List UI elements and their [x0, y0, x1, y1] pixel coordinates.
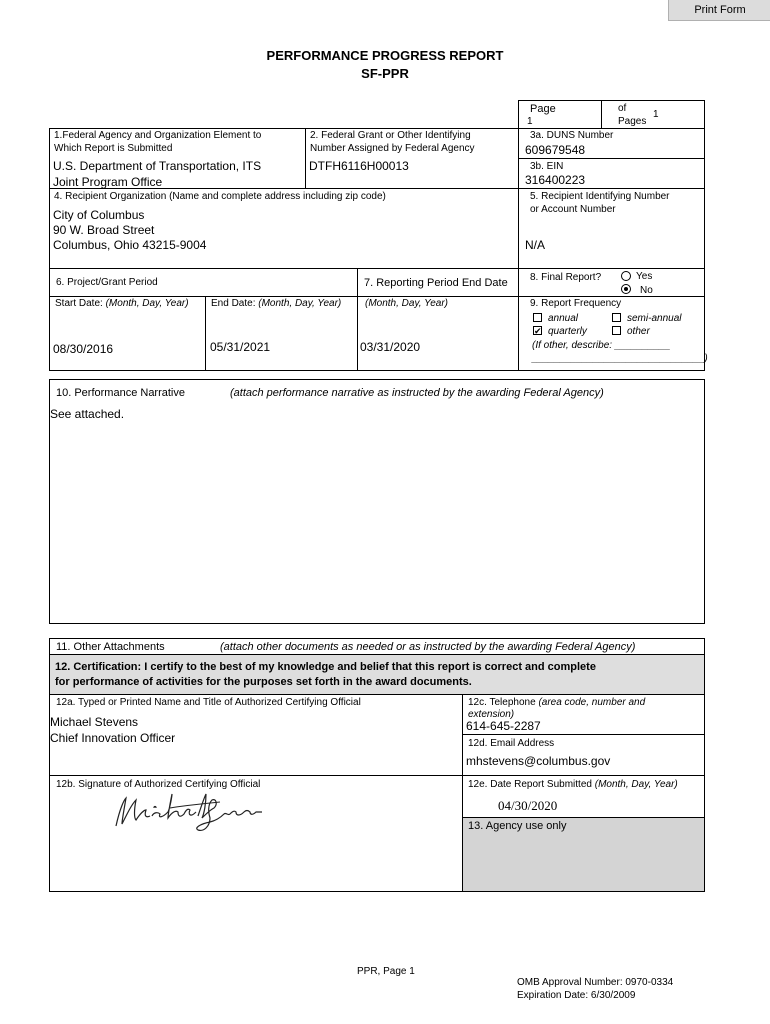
field13-label: 13. Agency use only [468, 820, 567, 832]
field2-label-2: Number Assigned by Federal Agency [310, 143, 475, 154]
email-value[interactable]: mhstevens@columbus.gov [466, 754, 611, 768]
other-describe-line: _______________________________) [532, 353, 708, 364]
pages-label: Pages [618, 116, 647, 127]
field11-hint: (attach other documents as needed or as instructed by the awarding Federal Agency) [220, 641, 636, 653]
annual-label: annual [548, 313, 579, 324]
recipient-org-line2[interactable]: 90 W. Broad Street [53, 223, 155, 237]
field5-label: 5. Recipient Identifying Number [530, 191, 670, 202]
date-submitted-value[interactable]: 04/30/2020 [498, 798, 558, 813]
certification-text-1: 12. Certification: I certify to the best of my knowledge and belief that this report is correct and complete [55, 661, 596, 673]
other-checkbox[interactable] [612, 326, 621, 335]
reporting-end-date-value[interactable]: 03/31/2020 [360, 340, 421, 354]
of-label: of [618, 103, 627, 114]
semi-annual-label: semi-annual [627, 313, 682, 324]
certification-text-2: for performance of activities for the purposes set forth in the award documents. [55, 676, 472, 688]
field10-hint: (attach performance narrative as instructed by the awarding Federal Agency) [230, 387, 604, 399]
annual-checkbox[interactable] [533, 313, 542, 322]
field7-hint: (Month, Day, Year) [365, 298, 448, 309]
field1-label-2: Which Report is Submitted [54, 143, 173, 154]
federal-agency-value[interactable]: U.S. Department of Transportation, ITS [53, 159, 262, 173]
final-no-label: No [640, 285, 653, 296]
field5-label-2: or Account Number [530, 204, 616, 215]
other-label: other [627, 326, 650, 337]
page-label: Page [530, 103, 556, 115]
final-yes-label: Yes [636, 271, 653, 282]
check-icon: ✔ [534, 326, 542, 336]
grant-number-value[interactable]: DTFH6116H00013 [309, 159, 409, 173]
quarterly-checkbox[interactable] [533, 326, 542, 335]
page-title: PERFORMANCE PROGRESS REPORT [266, 48, 504, 63]
narrative-box [49, 379, 705, 624]
semi-annual-checkbox[interactable] [612, 313, 621, 322]
duns-value[interactable]: 609679548 [525, 143, 586, 157]
official-title-value[interactable]: Chief Innovation Officer [50, 731, 176, 745]
field8-label: 8. Final Report? [530, 272, 602, 283]
field6-label: 6. Project/Grant Period [56, 277, 158, 288]
quarterly-label: quarterly [548, 326, 587, 337]
print-form-button[interactable]: Print Form [668, 0, 770, 21]
field1-label: 1.Federal Agency and Organization Element to [54, 130, 262, 141]
field12e-label: 12e. Date Report Submitted (Month, Day, Year) [468, 779, 678, 790]
federal-agency-value-2[interactable]: Joint Program Office [53, 175, 163, 189]
footer-omb: OMB Approval Number: 0970-0334 [517, 977, 674, 988]
field9-label: 9. Report Frequency [530, 298, 622, 309]
field12d-label: 12d. Email Address [468, 738, 555, 749]
recipient-id-value[interactable]: N/A [525, 238, 546, 252]
start-date-label: Start Date: (Month, Day, Year) [55, 298, 189, 309]
end-date-label: End Date: (Month, Day, Year) [211, 298, 342, 309]
page-subtitle: SF-PPR [361, 66, 409, 81]
ein-label: 3b. EIN [530, 161, 564, 172]
signature-image [110, 788, 270, 836]
field12b-label: 12b. Signature of Authorized Certifying Official [56, 779, 261, 790]
recipient-org-line1[interactable]: City of Columbus [53, 208, 145, 222]
start-date-value[interactable]: 08/30/2016 [53, 342, 114, 356]
official-name-value[interactable]: Michael Stevens [50, 715, 139, 729]
telephone-value[interactable]: 614-645-2287 [466, 719, 541, 733]
other-describe-label: (If other, describe: __________ [532, 340, 671, 351]
field7-label: 7. Reporting Period End Date [364, 277, 508, 289]
field2-label: 2. Federal Grant or Other Identifying [310, 130, 471, 141]
pages-number: 1 [653, 109, 659, 120]
recipient-org-line3[interactable]: Columbus, Ohio 43215-9004 [53, 238, 207, 252]
footer-expiration: Expiration Date: 6/30/2009 [517, 990, 636, 1001]
field12c-hint: extension) [468, 709, 515, 720]
page-number: 1 [527, 116, 533, 127]
field4-label: 4. Recipient Organization (Name and complete address including zip code) [54, 191, 386, 202]
final-yes-radio[interactable] [621, 271, 631, 281]
field10-label: 10. Performance Narrative [56, 387, 185, 399]
final-no-radio[interactable] [621, 284, 631, 294]
end-date-value[interactable]: 05/31/2021 [210, 340, 271, 354]
narrative-value[interactable]: See attached. [50, 407, 125, 421]
field11-label: 11. Other Attachments [56, 641, 165, 653]
field12c-label: 12c. Telephone (area code, number and [468, 697, 646, 708]
duns-label: 3a. DUNS Number [530, 130, 614, 141]
field12a-label: 12a. Typed or Printed Name and Title of Authorized Certifying Official [56, 697, 361, 708]
ein-value[interactable]: 316400223 [525, 173, 586, 187]
footer-page: PPR, Page 1 [357, 966, 415, 977]
